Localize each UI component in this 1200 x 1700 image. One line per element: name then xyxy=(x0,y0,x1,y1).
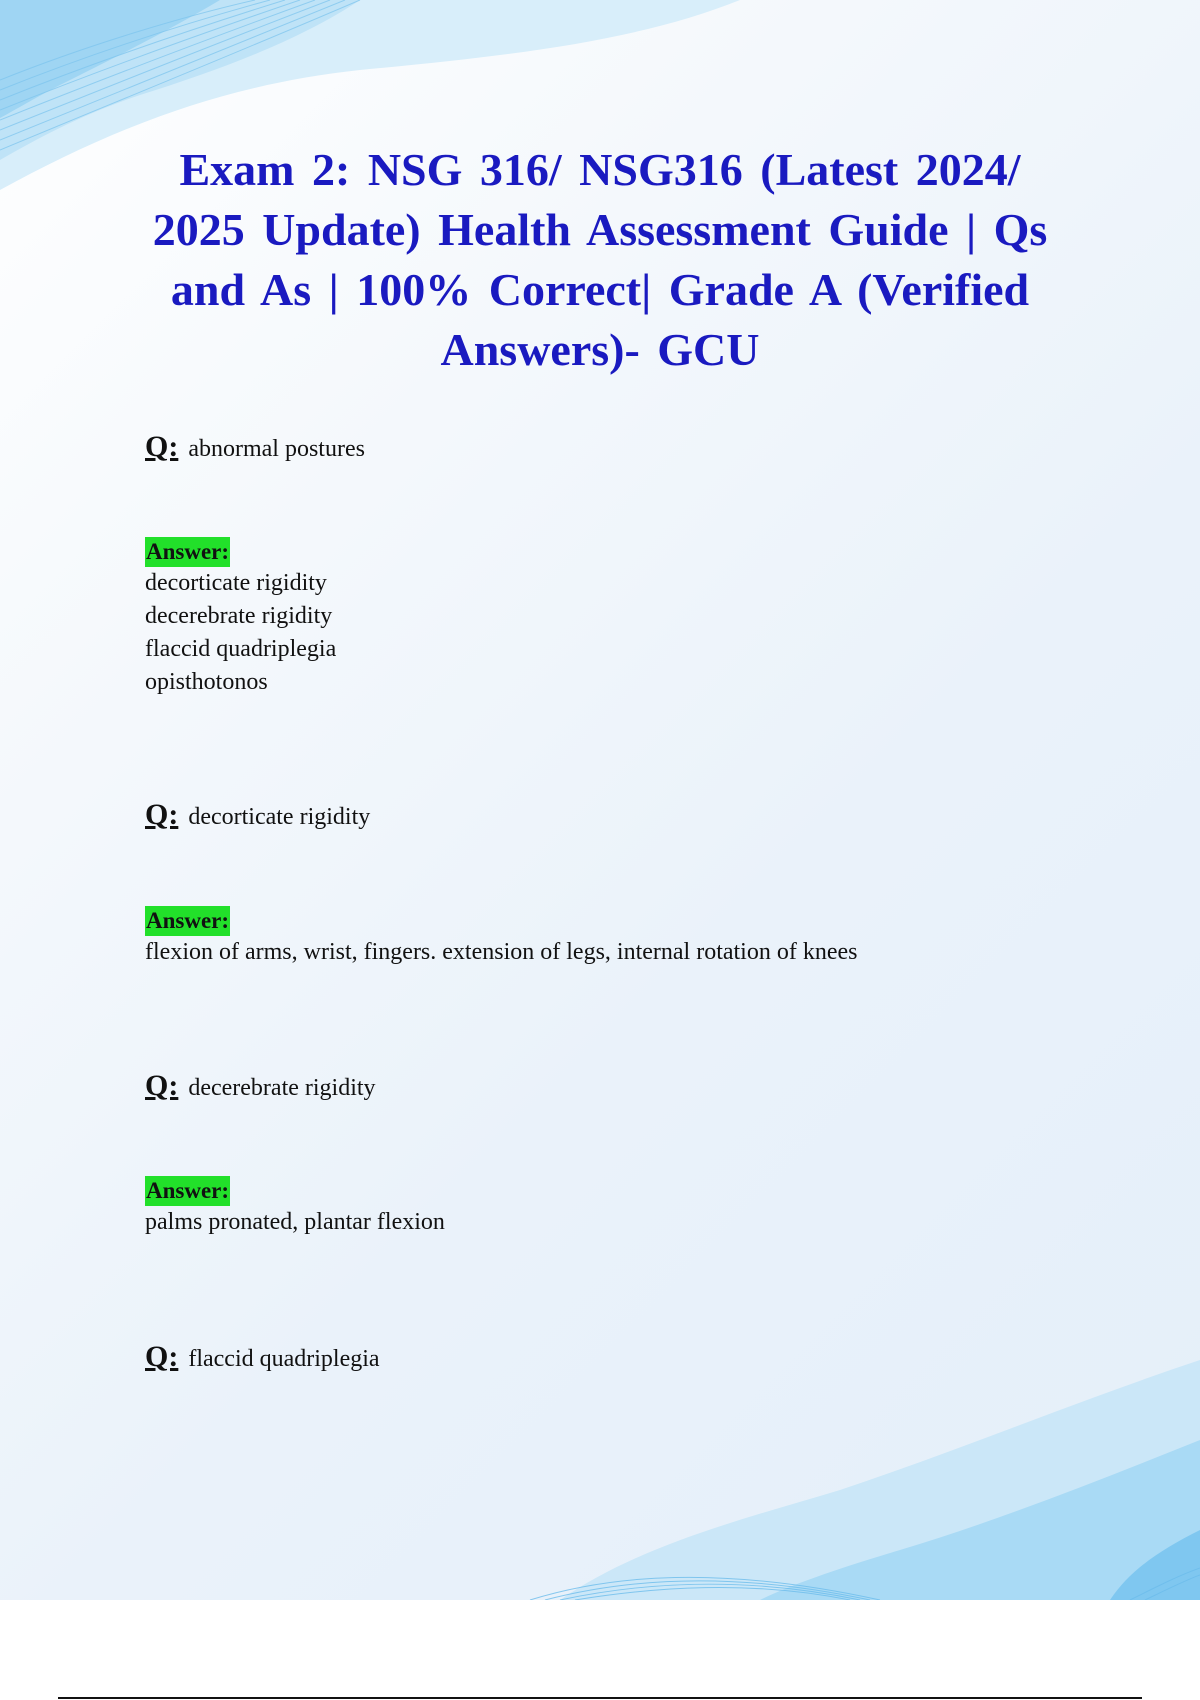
question-line xyxy=(145,430,1125,466)
question-text: flaccid quadriplegia xyxy=(188,1346,380,1372)
question-text: decerebrate rigidity xyxy=(188,1075,376,1101)
qa-item xyxy=(145,430,1125,466)
question-label: Q: xyxy=(145,1069,179,1102)
answer-line: decerebrate rigidity xyxy=(145,603,333,629)
answer-line: flexion of arms, wrist, fingers. extension of legs, internal rotation of knees xyxy=(145,939,858,965)
qa-item xyxy=(145,798,1125,834)
answer-text xyxy=(145,936,1125,969)
answer-block xyxy=(145,537,1125,699)
answer-line: opisthotonos xyxy=(145,669,268,695)
question-line xyxy=(145,1069,1125,1105)
answer-block xyxy=(145,906,1125,969)
answer-line: palms pronated, plantar flexion xyxy=(145,1209,445,1235)
answer-line: decorticate rigidity xyxy=(145,570,327,596)
answer-block xyxy=(145,1176,1125,1239)
answer-line: flaccid quadriplegia xyxy=(145,636,337,662)
document-title: Exam 2: NSG 316/ NSG316 (Latest 2024/ 2025 Update) Health Assessment Guide | Qs and As | 100% Correct| Grade A (Verified Answers)- GCU xyxy=(152,144,1048,375)
question-line xyxy=(145,798,1125,834)
question-label: Q: xyxy=(145,798,179,831)
qa-item xyxy=(145,1069,1125,1105)
question-text: abnormal postures xyxy=(188,436,365,462)
question-label: Q: xyxy=(145,430,179,463)
answer-text xyxy=(145,1206,1125,1239)
answer-label: Answer: xyxy=(145,1176,230,1206)
answer-text xyxy=(145,567,1125,699)
question-label: Q: xyxy=(145,1340,179,1373)
answer-label: Answer: xyxy=(145,537,230,567)
question-line xyxy=(145,1340,1125,1376)
question-text: decorticate rigidity xyxy=(188,804,371,830)
answer-label: Answer: xyxy=(145,906,230,936)
page-footer-rule xyxy=(58,1697,1142,1699)
qa-item xyxy=(145,1340,1125,1376)
